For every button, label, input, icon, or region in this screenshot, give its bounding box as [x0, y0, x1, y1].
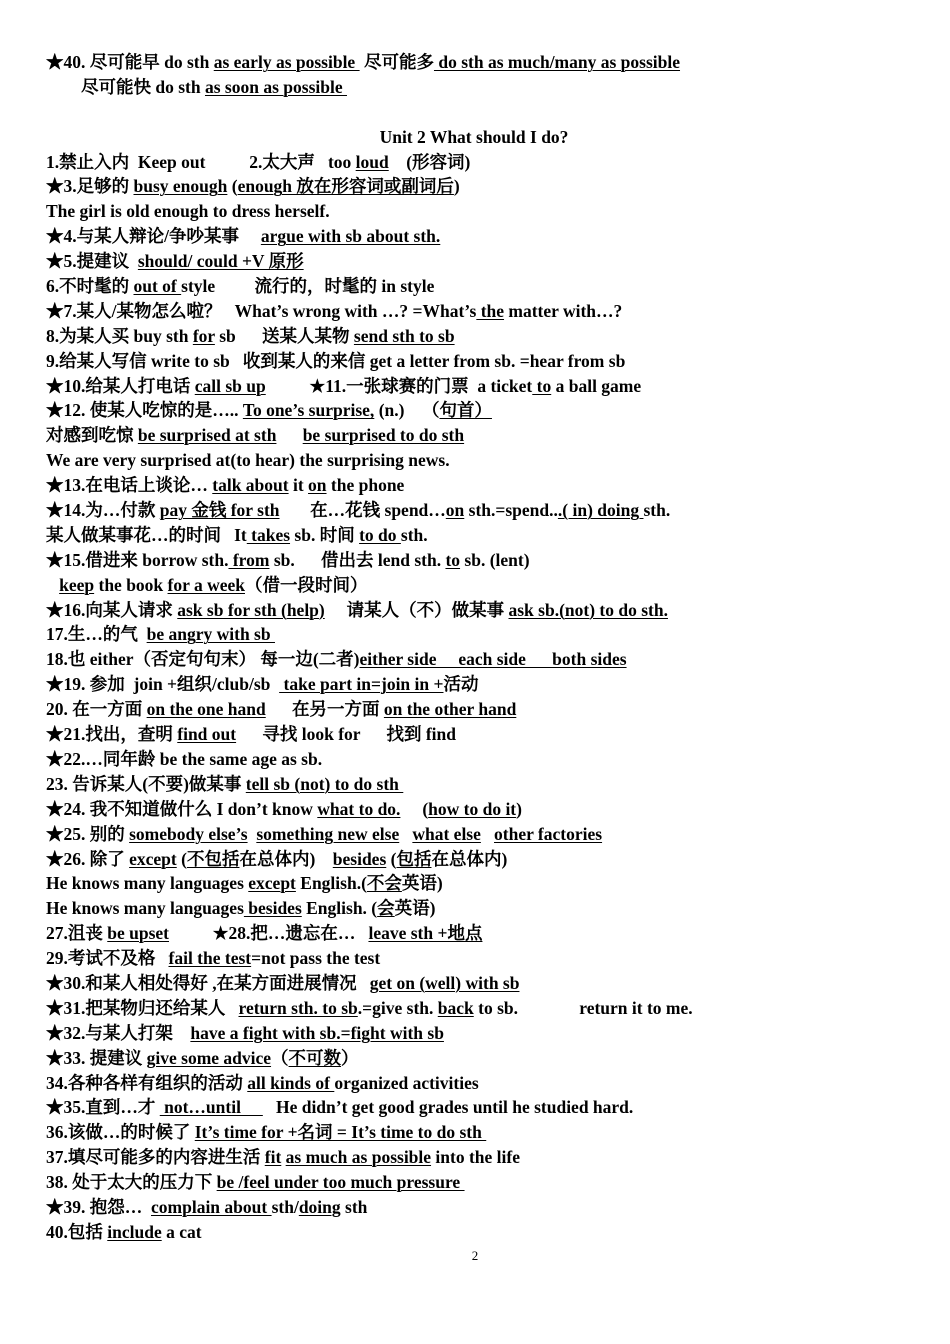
text-segment: a ball game — [551, 375, 642, 396]
text-segment: ★40. 尽可能早 do sth — [46, 52, 214, 72]
text-segment: 18.也 either（否定句句末） 每一边(二者) — [46, 649, 360, 670]
underlined-phrase: enough 放在形容词或副词后 — [237, 176, 454, 197]
text-segment: ★3.足够的 — [46, 176, 134, 197]
underlined-phrase: all kinds of — [247, 1072, 335, 1093]
note-line — [46, 946, 926, 971]
text-segment: ★10.给某人打电话 — [46, 375, 195, 396]
text-segment: organized activities — [334, 1072, 479, 1093]
underlined-phrase: something new else — [256, 823, 400, 844]
note-line — [46, 423, 926, 448]
text-segment: 27.沮丧 — [46, 923, 108, 944]
underlined-phrase: return sth. to sb — [238, 997, 358, 1018]
underlined-phrase: besides — [243, 898, 302, 919]
note-line — [46, 199, 926, 224]
note-line — [46, 224, 926, 249]
note-line — [46, 349, 926, 374]
underlined-phrase: for a week — [167, 574, 245, 595]
text-segment: 17.生…的气 — [46, 624, 147, 645]
underlined-phrase: argue with sb about sth. — [260, 226, 441, 247]
text-segment: ) — [453, 176, 460, 197]
underlined-phrase: as much as possible — [285, 1147, 432, 1168]
underlined-phrase: call sb up — [194, 375, 266, 396]
note-line — [46, 1145, 926, 1170]
text-segment: 英语) — [401, 873, 443, 894]
text-segment: sth/ — [271, 1196, 299, 1217]
text-segment: 37.填尽可能多的内容进生活 — [46, 1147, 265, 1168]
underlined-phrase: busy enough — [133, 176, 228, 197]
text-segment: ★31.把某物归还给某人 — [46, 997, 239, 1018]
note-line — [46, 622, 926, 647]
text-segment: 34.各种各样有组织的活动 — [46, 1072, 248, 1093]
underlined-phrase: the — [476, 300, 505, 321]
underlined-phrase: be surprised at sth — [137, 425, 277, 446]
underlined-phrase: 会 — [377, 898, 395, 919]
underlined-phrase: on — [445, 500, 465, 521]
note-line — [46, 1220, 926, 1245]
underlined-phrase: 不包括 — [186, 848, 240, 869]
text-segment: sth — [340, 1196, 368, 1217]
text-segment: ★13.在电话上谈论… — [46, 475, 213, 496]
text-segment: to sb. return it to me. — [473, 997, 693, 1018]
text-segment: ） — [341, 1047, 359, 1068]
text-segment: English.( — [295, 873, 367, 894]
underlined-phrase: loud — [355, 151, 389, 172]
underlined-phrase: To one’s surprise, — [242, 400, 375, 421]
underlined-phrase: as soon as possible — [204, 76, 347, 97]
note-line — [46, 772, 926, 797]
underlined-phrase: 不可数 — [288, 1047, 342, 1068]
note-line — [46, 797, 926, 822]
note-line — [46, 573, 926, 598]
note-line — [46, 1021, 926, 1046]
underlined-phrase: except — [129, 848, 177, 869]
text-segment: ★30.和某人相处得好 ,在某方面进展情况 — [46, 972, 370, 993]
text-segment — [276, 425, 302, 445]
text-segment: (n.) （ — [374, 400, 440, 421]
underlined-phrase: fail the test — [168, 948, 252, 969]
text-segment: English. ( — [301, 898, 378, 919]
note-line — [46, 1170, 926, 1195]
text-segment: 某人做某事花…的时间 It — [46, 524, 247, 545]
text-segment: ( — [400, 798, 429, 819]
text-segment: （ — [271, 1047, 289, 1068]
note-line — [46, 1195, 926, 1220]
note-line — [46, 1120, 926, 1145]
underlined-phrase: It’s time for +名词 = It’s time to do sth — [194, 1122, 487, 1143]
text-segment — [46, 575, 59, 595]
text-segment: 38. 处于太大的压力下 — [46, 1172, 217, 1193]
text-segment: ★12. 使某人吃惊的是….. — [46, 400, 243, 421]
note-line — [46, 523, 926, 548]
underlined-phrase: ask sb.(not) to do sth. — [508, 599, 668, 620]
text-segment: (形容词) — [388, 151, 471, 172]
underlined-phrase: except — [248, 873, 296, 894]
note-line — [46, 398, 926, 423]
text-segment: .=give sth. — [357, 997, 438, 1018]
underlined-phrase: besides — [332, 848, 387, 869]
text-segment: 40.包括 — [46, 1221, 108, 1242]
underlined-phrase: 句首） — [439, 400, 492, 421]
note-line — [46, 274, 926, 299]
note-line — [46, 1095, 926, 1120]
text-segment: sb. 时间 — [290, 524, 360, 545]
text-segment: 9.给某人写信 write to sb 收到某人的来信 get a letter from sb. =hear from sb — [46, 350, 626, 371]
text-segment: 36.该做…的时候了 — [46, 1122, 195, 1143]
note-line — [46, 647, 926, 672]
text-segment: style 流行的，时髦的 in style — [181, 276, 435, 297]
text-segment: ★7.某人/某物怎么啦？ What’s wrong with …? =What’s — [46, 300, 477, 321]
underlined-phrase: get on (well) with sb — [369, 972, 520, 993]
note-line — [46, 150, 926, 175]
underlined-phrase: give some advice — [146, 1047, 272, 1068]
underlined-phrase: take part in=join in + — [279, 674, 444, 695]
note-line — [46, 324, 926, 349]
text-segment: 在总体内) — [431, 848, 508, 869]
text-segment: 尽可能多 — [359, 52, 434, 72]
note-line — [46, 548, 926, 573]
page-number: 2 — [471, 1248, 479, 1263]
text-segment: ★4.与某人辩论/争吵某事 — [46, 226, 261, 247]
underlined-phrase: have a fight with sb.=fight with sb — [190, 1022, 444, 1043]
text-segment: 6.不时髦的 — [46, 276, 134, 297]
underlined-phrase: send sth to sb — [353, 325, 455, 346]
text-segment: 在…花钱 spend… — [279, 500, 446, 521]
underlined-phrase: on — [308, 475, 327, 496]
text-segment: the book — [94, 574, 168, 595]
note-line — [46, 896, 926, 921]
text-segment: matter with…? — [504, 300, 623, 321]
text-segment: 对感到吃惊 — [46, 425, 138, 446]
underlined-phrase: ask sb for sth (help) — [177, 599, 325, 620]
note-line — [46, 473, 926, 498]
text-segment: it — [288, 475, 309, 496]
underlined-phrase: pay 金钱 for sth — [159, 500, 280, 521]
text-segment: 23. 告诉某人(不要)做某事 — [46, 773, 246, 794]
text-segment: ★16.向某人请求 — [46, 599, 178, 620]
underlined-phrase: talk about — [212, 475, 289, 496]
note-line — [46, 1071, 926, 1096]
note-line — [46, 871, 926, 896]
underlined-phrase: somebody else’s — [129, 823, 248, 844]
text-segment: ★32.与某人打架 — [46, 1022, 191, 1043]
text-segment: ★28.把…遗忘在… — [169, 923, 369, 944]
text-segment: 在总体内) — [239, 848, 333, 869]
underlined-phrase: not…until — [159, 1097, 263, 1118]
text-segment: 活动 — [443, 674, 479, 695]
text-segment: 尽可能快 do sth — [46, 76, 205, 97]
vocabulary-notes — [46, 50, 926, 1245]
underlined-phrase: to do — [359, 524, 401, 545]
text-segment — [399, 824, 412, 844]
underlined-phrase: 不会 — [366, 873, 402, 894]
note-line — [46, 697, 926, 722]
text-segment: ★14.为…付款 — [46, 500, 160, 521]
text-segment: Unit 2 What should I do? — [379, 126, 569, 147]
underlined-phrase: .( in) doing — [557, 500, 644, 521]
note-line — [46, 100, 926, 125]
text-segment: ★24. 我不知道做什么 I don’t know — [46, 798, 318, 819]
underlined-phrase: from — [228, 549, 270, 570]
note-line — [46, 672, 926, 697]
note-line — [46, 174, 926, 199]
text-segment: ★21.找出，查明 — [46, 724, 178, 745]
underlined-phrase: 包括 — [396, 848, 432, 869]
underlined-phrase: doing — [298, 1196, 341, 1217]
underlined-phrase: how to do it — [428, 798, 517, 819]
text-segment: a cat — [161, 1221, 202, 1242]
text-segment: into the life — [431, 1147, 520, 1168]
underlined-phrase: as early as possible — [213, 52, 360, 72]
text-segment: sth.=spend.. — [464, 500, 558, 521]
text-segment: ★33. 提建议 — [46, 1047, 147, 1068]
underlined-phrase: be angry with sb — [146, 624, 275, 645]
text-segment: The girl is old enough to dress herself. — [46, 201, 330, 222]
underlined-phrase: to — [532, 375, 552, 396]
underlined-phrase: be surprised to do sth — [302, 425, 465, 446]
note-line — [46, 448, 926, 473]
underlined-phrase: for — [192, 325, 215, 346]
note-line — [46, 1046, 926, 1071]
underlined-phrase: be /feel under too much pressure — [216, 1172, 465, 1193]
text-segment: ★35.直到…才 — [46, 1097, 160, 1118]
text-segment: sb. (lent) — [460, 549, 530, 570]
note-line — [46, 847, 926, 872]
text-segment: ( — [386, 848, 397, 869]
note-line — [46, 921, 926, 946]
note-line — [46, 498, 926, 523]
text-segment: 请某人（不）做某事 — [324, 599, 509, 620]
note-line — [46, 971, 926, 996]
text-segment: ★25. 别的 — [46, 823, 130, 844]
text-segment: 在另一方面 — [265, 699, 384, 720]
underlined-phrase: find out — [177, 724, 237, 745]
note-line — [46, 598, 926, 623]
note-line — [46, 996, 926, 1021]
text-segment: sth. — [643, 500, 671, 521]
text-segment: ★11.一张球赛的门票 a ticket — [265, 375, 533, 396]
text-segment: ★26. 除了 — [46, 848, 130, 869]
text-segment: （借一段时间） — [244, 574, 368, 595]
note-line — [46, 50, 926, 75]
underlined-phrase: either side each side both sides — [359, 649, 627, 670]
text-segment: 8.为某人买 buy sth — [46, 325, 193, 346]
text-segment: ( — [176, 848, 187, 869]
note-line — [46, 299, 926, 324]
text-segment: He knows many languages — [46, 873, 249, 894]
text-segment: 英语) — [394, 898, 436, 919]
unit-heading — [46, 125, 926, 150]
text-segment: the phone — [326, 475, 405, 496]
note-line — [46, 374, 926, 399]
text-segment: sb. 借出去 lend sth. — [269, 549, 446, 570]
underlined-phrase: other factories — [494, 823, 603, 844]
underlined-phrase: what to do. — [317, 798, 401, 819]
text-segment: sb 送某人某物 — [214, 325, 354, 346]
underlined-phrase: do sth as much/many as possible — [433, 52, 681, 72]
text-segment: ( — [227, 176, 238, 197]
text-segment: ★19. 参加 join +组织/club/sb — [46, 674, 280, 695]
note-line — [46, 75, 926, 100]
underlined-phrase: what else — [412, 823, 481, 844]
underlined-phrase: on the one hand — [146, 699, 266, 720]
text-segment: sth. — [400, 524, 428, 545]
text-segment: 29.考试不及格 — [46, 948, 169, 969]
underlined-phrase: include — [107, 1221, 162, 1242]
text-segment — [481, 824, 494, 844]
text-segment: ★15.借进来 borrow sth. — [46, 549, 229, 570]
underlined-phrase: be upset — [107, 923, 169, 944]
text-segment: ) — [516, 798, 522, 819]
text-segment: ★5.提建议 — [46, 251, 138, 272]
underlined-phrase: back — [437, 997, 474, 1018]
underlined-phrase: tell sb (not) to do sth — [245, 773, 404, 794]
note-line — [46, 747, 926, 772]
text-segment: 20. 在一方面 — [46, 699, 147, 720]
text-segment: ★39. 抱怨… — [46, 1196, 151, 1217]
note-line — [46, 722, 926, 747]
underlined-phrase: out of — [133, 276, 182, 297]
underlined-phrase: complain about — [151, 1196, 272, 1217]
text-segment: He knows many languages — [46, 898, 244, 919]
underlined-phrase: on the other hand — [383, 699, 517, 720]
text-segment: 1.禁止入内 Keep out 2.太大声 too — [46, 151, 356, 172]
text-segment: ★22.…同年龄 be the same age as sb. — [46, 748, 323, 769]
underlined-phrase: takes — [246, 524, 291, 545]
underlined-phrase: leave sth +地点 — [368, 923, 483, 944]
text-segment: =not pass the test — [251, 948, 381, 969]
note-line — [46, 822, 926, 847]
text-segment: We are very surprised at(to hear) the surprising news. — [46, 450, 450, 471]
underlined-phrase: to — [445, 549, 461, 570]
underlined-phrase: fit — [264, 1147, 282, 1168]
text-segment: 寻找 look for 找到 find — [236, 724, 456, 745]
text-segment: He didn’t get good grades until he studied hard. — [262, 1097, 634, 1118]
note-line — [46, 249, 926, 274]
underlined-phrase: should/ could +V 原形 — [137, 251, 304, 272]
underlined-phrase: keep — [59, 574, 95, 595]
